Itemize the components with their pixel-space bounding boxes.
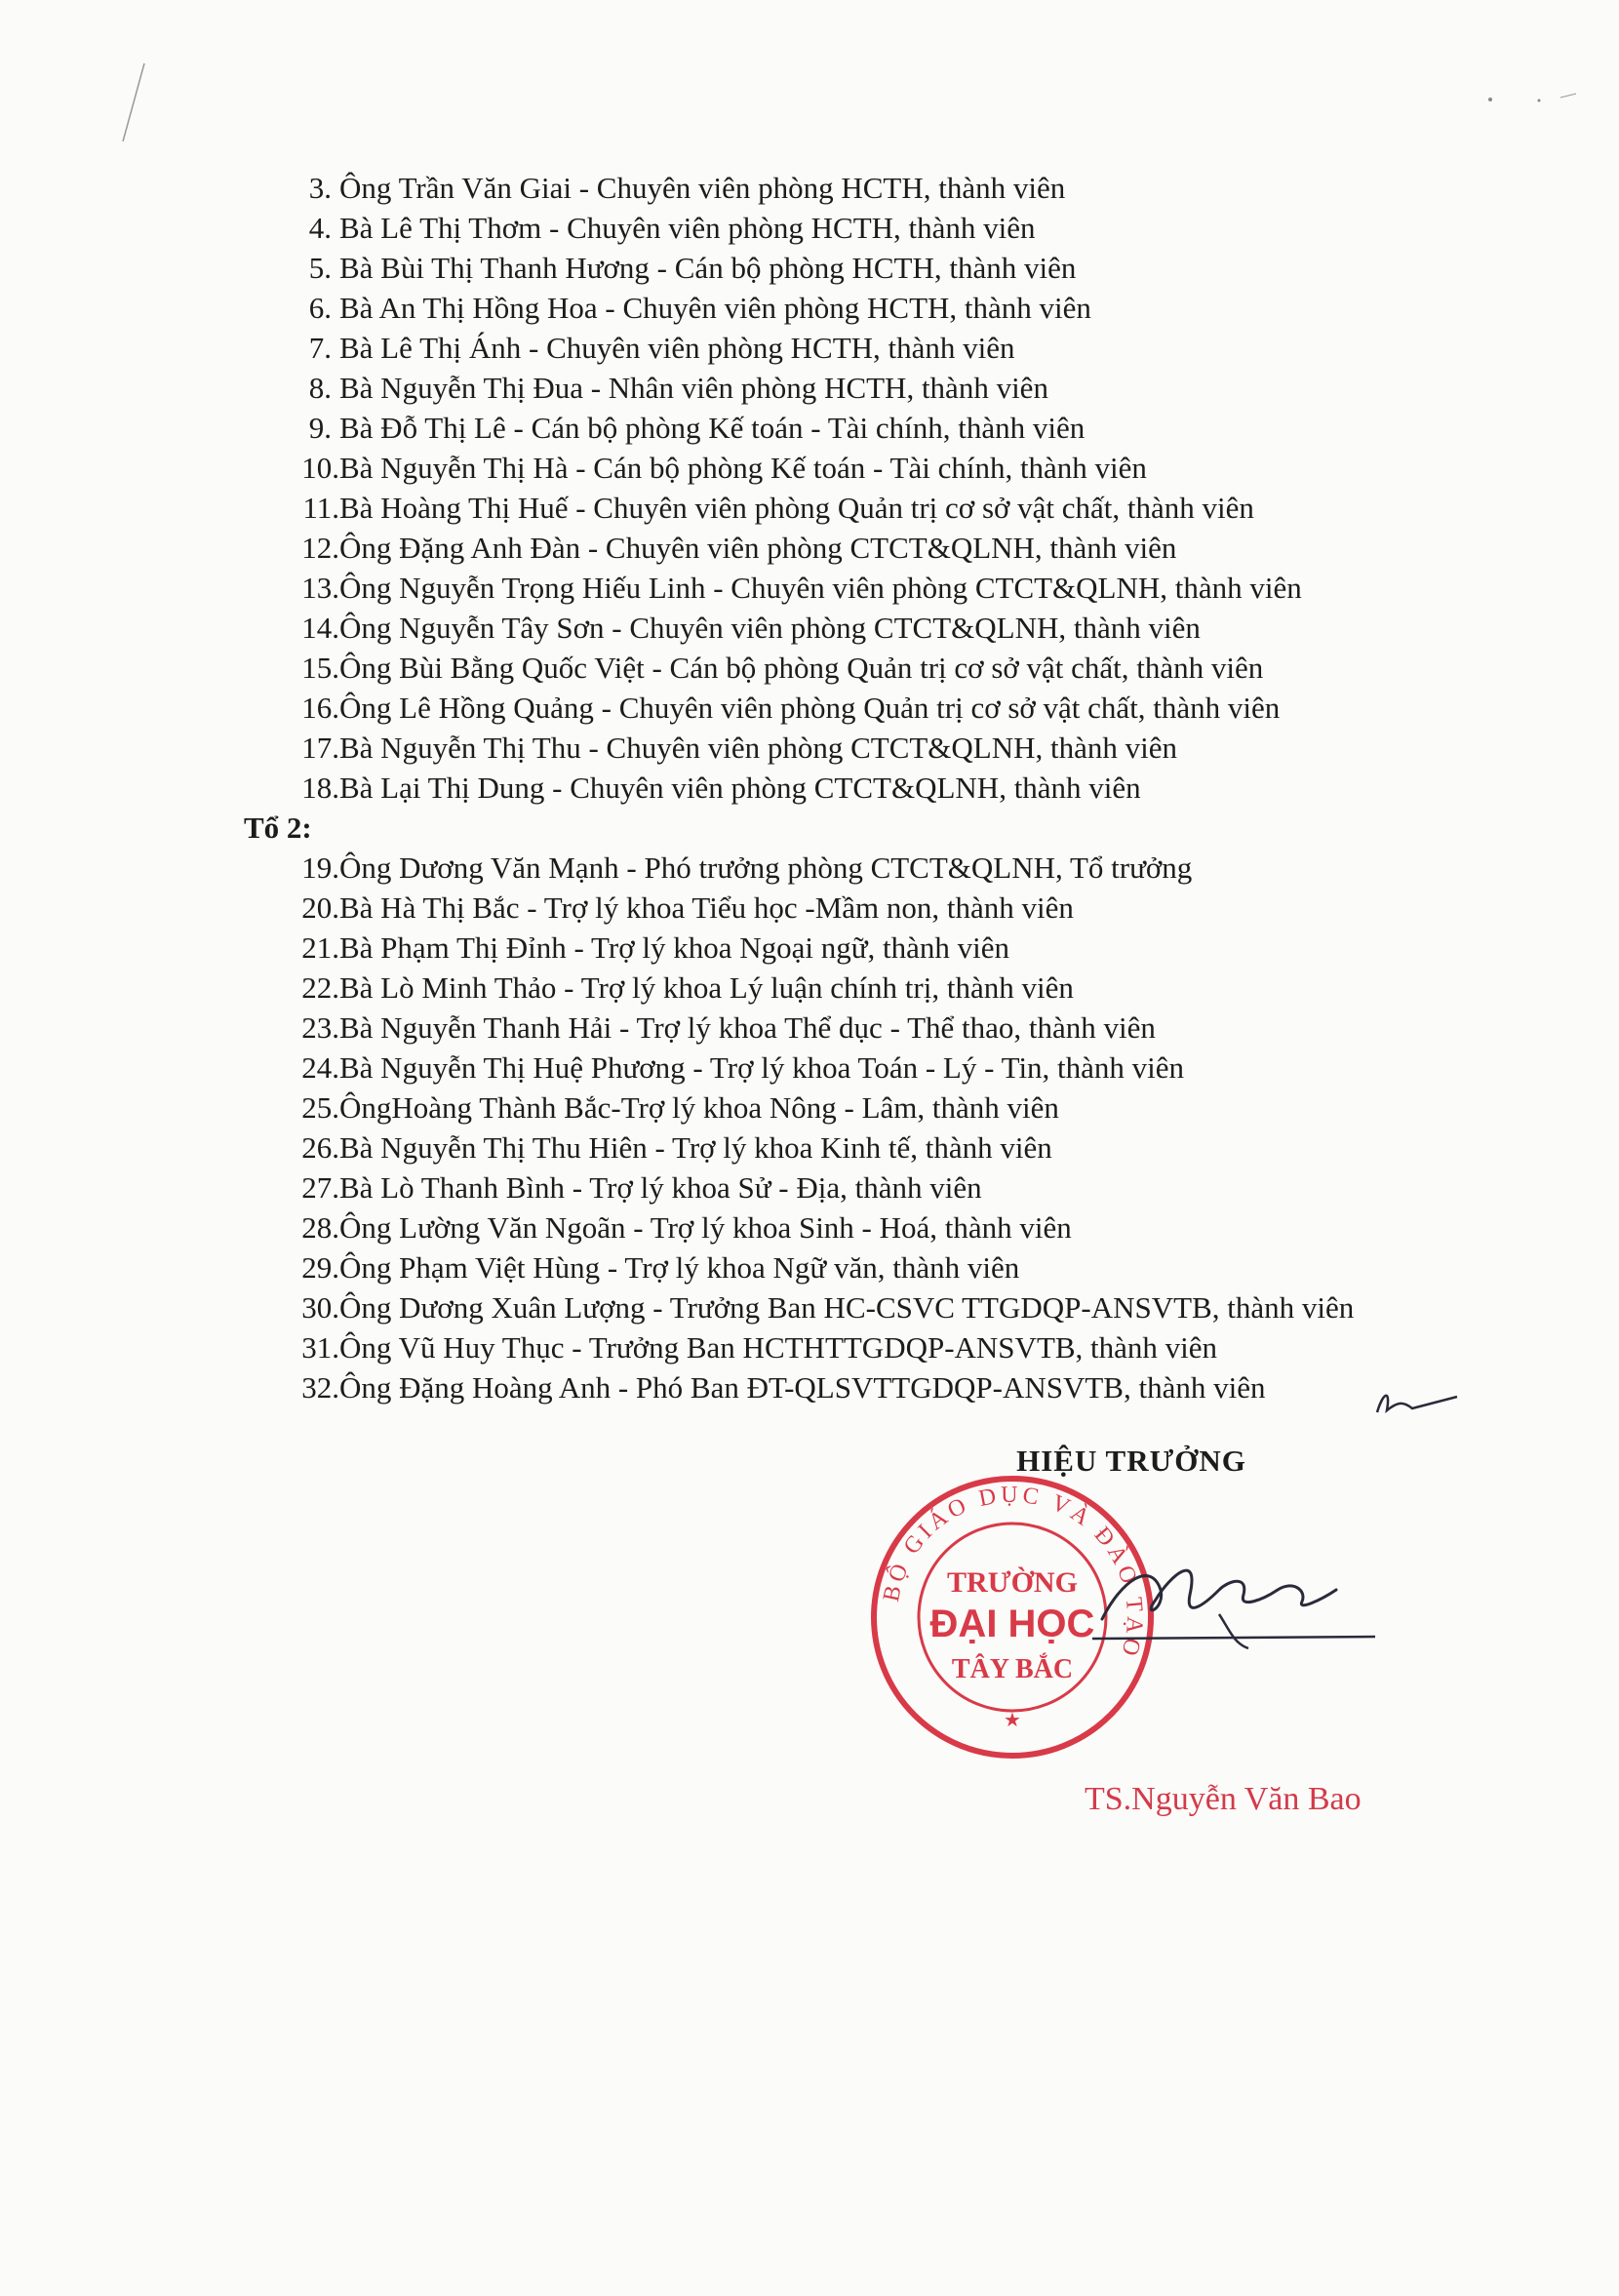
item-text: Bà Hoàng Thị Huế - Chuyên viên phòng Quản trị cơ sở vật chất, thành viên [339, 491, 1254, 525]
signature-title: HIỆU TRƯỞNG [1016, 1444, 1246, 1478]
list-item [0, 1168, 1619, 1207]
item-number: 16. [301, 691, 339, 725]
item-text: Ông Nguyễn Tây Sơn - Chuyên viên phòng CTCT&QLNH, thành viên [339, 611, 1201, 645]
item-text: Bà An Thị Hồng Hoa - Chuyên viên phòng HCTH, thành viên [339, 291, 1091, 325]
scan-mark [115, 59, 154, 146]
item-number: 9. [308, 411, 332, 445]
list-item [0, 968, 1619, 1008]
initial-mark [1373, 1383, 1461, 1422]
item-text: Ông Lường Văn Ngoãn - Trợ lý khoa Sinh - Hoá, thành viên [339, 1210, 1072, 1245]
list-item [0, 1088, 1619, 1128]
item-text: Ông Đặng Hoàng Anh - Phó Ban ĐT-QLSVTTGDQP-ANSVTB, thành viên [339, 1370, 1266, 1405]
item-text: Bà Nguyễn Thị Hà - Cán bộ phòng Kế toán - Tài chính, thành viên [339, 451, 1147, 485]
list-item [0, 1207, 1619, 1247]
item-number: 4. [308, 211, 332, 245]
item-number: 29. [301, 1250, 339, 1285]
list-item [0, 448, 1619, 488]
list-item [0, 288, 1619, 328]
list-item [0, 1128, 1619, 1168]
group-2-list [0, 848, 1619, 1407]
list-item [0, 928, 1619, 968]
item-text: Ông Dương Xuân Lượng - Trưởng Ban HC-CSVC TTGDQP-ANSVTB, thành viên [339, 1290, 1355, 1325]
item-number: 5. [308, 251, 332, 285]
list-item [0, 768, 1619, 808]
item-number: 6. [308, 291, 332, 325]
signer-name: TS.Nguyễn Văn Bao [1085, 1781, 1362, 1817]
list-item [0, 728, 1619, 768]
item-text: Bà Nguyễn Thị Đua - Nhân viên phòng HCTH, thành viên [339, 371, 1048, 405]
item-number: 7. [308, 331, 332, 365]
item-number: 13. [301, 571, 339, 605]
item-text: Bà Lại Thị Dung - Chuyên viên phòng CTCT&QLNH, thành viên [339, 771, 1141, 805]
item-text: Ông Vũ Huy Thục - Trưởng Ban HCTHTTGDQP-ANSVTB, thành viên [339, 1330, 1218, 1365]
item-text: Ông Lê Hồng Quảng - Chuyên viên phòng Quản trị cơ sở vật chất, thành viên [339, 691, 1281, 725]
list-item [0, 848, 1619, 888]
item-text: Bà Nguyễn Thị Thu - Chuyên viên phòng CTCT&QLNH, thành viên [339, 731, 1178, 765]
item-text: Bà Bùi Thị Thanh Hương - Cán bộ phòng HCTH, thành viên [339, 251, 1077, 285]
handwritten-signature [1083, 1522, 1395, 1658]
list-item [0, 568, 1619, 608]
list-item [0, 888, 1619, 928]
list-item [0, 1287, 1619, 1327]
item-text: Bà Lê Thị Ánh - Chuyên viên phòng HCTH, thành viên [339, 331, 1015, 365]
svg-text:★: ★ [1004, 1710, 1021, 1731]
item-number: 15. [301, 651, 339, 685]
list-item [0, 1048, 1619, 1088]
item-number: 26. [301, 1130, 339, 1165]
svg-text:TRƯỜNG: TRƯỜNG [947, 1566, 1078, 1599]
item-text: Bà Nguyễn Thị Thu Hiên - Trợ lý khoa Kinh tế, thành viên [339, 1130, 1052, 1165]
item-number: 28. [301, 1210, 339, 1245]
item-text: Bà Đỗ Thị Lê - Cán bộ phòng Kế toán - Tài chính, thành viên [339, 411, 1086, 445]
item-number: 23. [301, 1010, 339, 1045]
list-item [0, 1008, 1619, 1048]
member-list [0, 168, 1619, 1407]
group-2-heading: Tổ 2: [244, 811, 312, 845]
item-number: 31. [301, 1330, 339, 1365]
list-item [0, 368, 1619, 408]
item-number: 22. [301, 970, 339, 1005]
item-text: Bà Lò Thanh Bình - Trợ lý khoa Sử - Địa, thành viên [339, 1170, 982, 1205]
item-text: Ông Bùi Bằng Quốc Việt - Cán bộ phòng Quản trị cơ sở vật chất, thành viên [339, 651, 1264, 685]
item-number: 17. [301, 731, 339, 765]
item-text: Ông Dương Văn Mạnh - Phó trưởng phòng CTCT&QLNH, Tổ trưởng [339, 851, 1193, 885]
group-1-list [0, 168, 1619, 808]
item-text: ÔngHoàng Thành Bắc-Trợ lý khoa Nông - Lâm, thành viên [339, 1090, 1059, 1125]
svg-text:BỘ GIÁO DỤC VÀ ĐÀO TẠO: BỘ GIÁO DỤC VÀ ĐÀO TẠO [878, 1482, 1148, 1662]
item-text: Bà Nguyễn Thị Huệ Phương - Trợ lý khoa Toán - Lý - Tin, thành viên [339, 1050, 1185, 1085]
item-text: Bà Nguyễn Thanh Hải - Trợ lý khoa Thể dục - Thể thao, thành viên [339, 1010, 1156, 1045]
list-item [0, 208, 1619, 248]
item-number: 20. [301, 891, 339, 925]
list-item [0, 408, 1619, 448]
list-item [0, 608, 1619, 648]
list-item [0, 1327, 1619, 1367]
item-text: Bà Lò Minh Thảo - Trợ lý khoa Lý luận chính trị, thành viên [339, 970, 1074, 1005]
item-text: Bà Hà Thị Bắc - Trợ lý khoa Tiểu học -Mầm non, thành viên [339, 891, 1074, 925]
list-item [0, 328, 1619, 368]
item-text: Bà Lê Thị Thơm - Chuyên viên phòng HCTH, thành viên [339, 211, 1036, 245]
item-number: 10. [301, 451, 339, 485]
list-item [0, 648, 1619, 688]
list-item [0, 248, 1619, 288]
item-number: 19. [301, 851, 339, 885]
item-number: 14. [301, 611, 339, 645]
item-text: Ông Nguyễn Trọng Hiếu Linh - Chuyên viên phòng CTCT&QLNH, thành viên [339, 571, 1302, 605]
item-text: Ông Trần Văn Giai - Chuyên viên phòng HCTH, thành viên [339, 171, 1066, 205]
list-item [0, 528, 1619, 568]
item-number: 11. [302, 491, 339, 525]
list-item [0, 168, 1619, 208]
item-text: Ông Phạm Việt Hùng - Trợ lý khoa Ngữ văn, thành viên [339, 1250, 1020, 1285]
item-number: 25. [301, 1090, 339, 1125]
item-number: 32. [301, 1370, 339, 1405]
list-item [0, 488, 1619, 528]
svg-text:ĐẠI HỌC: ĐẠI HỌC [929, 1603, 1095, 1645]
item-number: 18. [301, 771, 339, 805]
item-number: 21. [301, 930, 339, 965]
item-text: Ông Đặng Anh Đàn - Chuyên viên phòng CTCT&QLNH, thành viên [339, 531, 1177, 565]
item-number: 8. [308, 371, 332, 405]
item-number: 30. [301, 1290, 339, 1325]
scan-mark [1482, 90, 1580, 109]
list-item [0, 1247, 1619, 1287]
signature-block [1014, 1444, 1248, 1479]
item-number: 27. [301, 1170, 339, 1205]
item-text: Bà Phạm Thị Đỉnh - Trợ lý khoa Ngoại ngữ, thành viên [339, 930, 1010, 965]
item-number: 12. [301, 531, 339, 565]
item-number: 24. [301, 1050, 339, 1085]
list-item [0, 688, 1619, 728]
item-number: 3. [308, 171, 332, 205]
svg-text:TÂY BẮC: TÂY BẮC [951, 1654, 1074, 1684]
